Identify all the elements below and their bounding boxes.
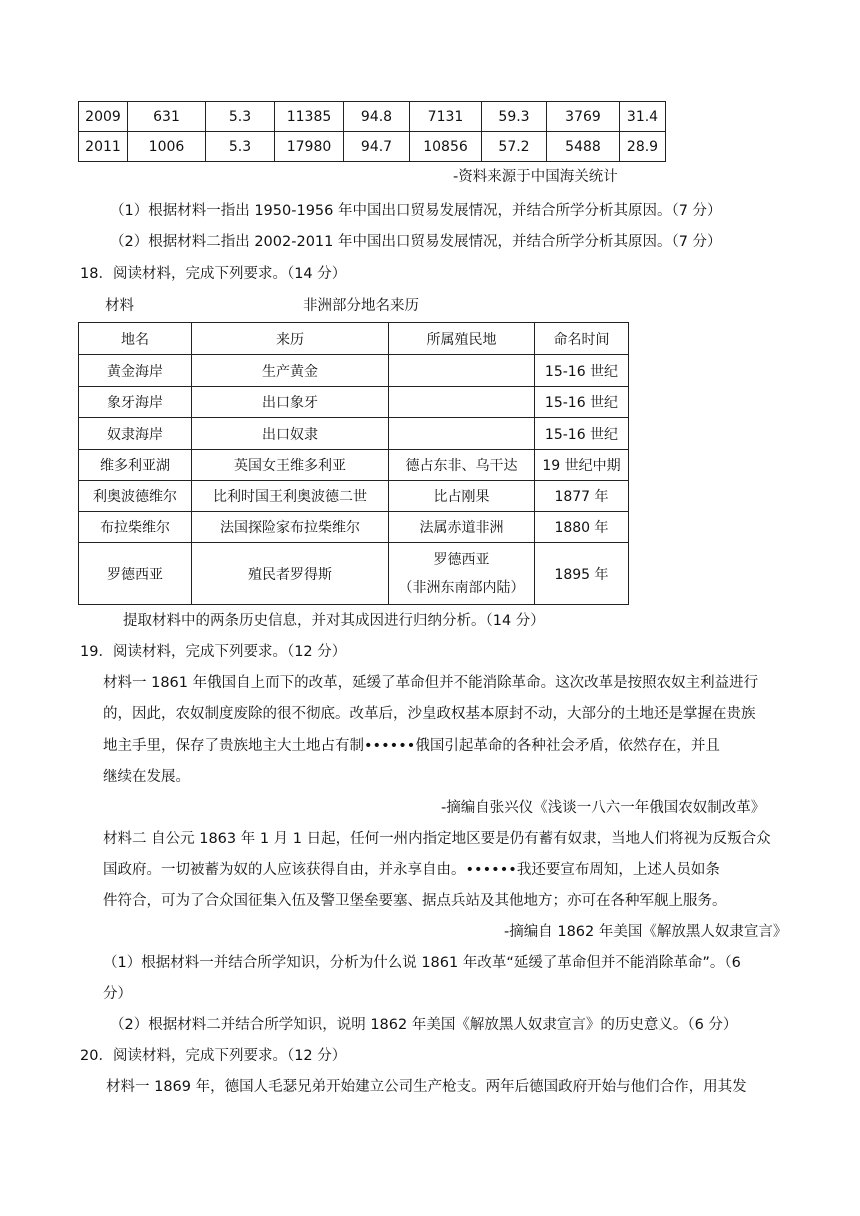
cell-name: 布拉柴维尔 [79, 512, 192, 543]
table-row [79, 543, 629, 605]
table-cell: 57.2 [482, 132, 547, 162]
cell-origin: 生产黄金 [192, 355, 389, 387]
cell-name: 罗德西亚 [79, 543, 192, 605]
cell-name: 利奥波德维尔 [79, 481, 192, 512]
q19-material1-source: -摘编自张兴仪《浅谈一八六一年俄国农奴制改革》 [441, 800, 766, 816]
table-header-row [79, 323, 629, 355]
cell-colony-line: 罗德西亚 [433, 551, 490, 568]
cell-time: 19 世纪中期 [535, 450, 629, 481]
table-row [79, 418, 629, 450]
cell-time: 15-16 世纪 [535, 387, 629, 418]
cell-colony [389, 543, 535, 605]
header-cell: 所属殖民地 [389, 323, 535, 355]
cell-colony: 法属赤道非洲 [389, 512, 535, 543]
africa-placenames-table [78, 322, 629, 605]
table-row [79, 102, 666, 132]
cell-colony-line: （非洲东南部内陆） [398, 579, 525, 596]
q20-material1-line: 材料一 1869 年，德国人毛瑟兄弟开始建立公司生产枪支。两年后德国政府开始与他们合作，用其发 [106, 1079, 747, 1095]
table-cell: 59.3 [482, 102, 547, 132]
cell-origin: 出口奴隶 [192, 418, 389, 450]
q18-table-title: 非洲部分地名来历 [303, 298, 419, 314]
q19-material2-line: 件符合，可为了合众国征集入伍及警卫堡垒要塞、据点兵站及其他地方；亦可在各种军舰上服务。 [103, 893, 727, 909]
q19-subquestion-1: （1）根据材料一并结合所学知识，分析为什么说 1861 年改革“延缓了革命但并不能消除革命”。（6 [103, 955, 741, 971]
cell-time: 1895 年 [535, 543, 629, 605]
table-row [79, 132, 666, 162]
cell-origin: 殖民者罗得斯 [192, 543, 389, 605]
q19-material1-line: 继续在发展。 [103, 769, 190, 785]
table-row [79, 387, 629, 418]
q19-subquestion-1-cont: 分） [103, 986, 132, 1002]
cell-colony: 比占刚果 [389, 481, 535, 512]
cell-time: 15-16 世纪 [535, 355, 629, 387]
q18-question: 提取材料中的两条历史信息，并对其成因进行归纳分析。（14 分） [123, 613, 545, 629]
table-source: -资料来源于中国海关统计 [453, 169, 618, 185]
q19-material1-line: 的，因此，农奴制度废除的很不彻底。改革后，沙皇政权基本原封不动，大部分的土地还是掌握在贵族 [103, 706, 756, 722]
cell-colony [389, 355, 535, 387]
table-cell: 31.4 [620, 102, 666, 132]
table-cell: 5488 [547, 132, 620, 162]
table-cell: 2011 [79, 132, 128, 162]
cell-time: 1877 年 [535, 481, 629, 512]
header-cell: 来历 [192, 323, 389, 355]
cell-origin: 出口象牙 [192, 387, 389, 418]
q19-material2-line: 国政府。一切被蓄为奴的人应该获得自由，并永享自由。••••••我还要宣布周知，上述人员如条 [103, 862, 720, 878]
q18-heading: 18．阅读材料，完成下列要求。（14 分） [80, 266, 347, 282]
q19-heading: 19．阅读材料，完成下列要求。（12 分） [80, 644, 347, 660]
header-cell: 命名时间 [535, 323, 629, 355]
table-row [79, 481, 629, 512]
cell-name: 维多利亚湖 [79, 450, 192, 481]
cell-time: 15-16 世纪 [535, 418, 629, 450]
cell-origin: 比利时国王利奥波德二世 [192, 481, 389, 512]
export-stats-table [78, 101, 666, 162]
table-cell: 2009 [79, 102, 128, 132]
table-cell: 1006 [128, 132, 206, 162]
q19-material2-line: 材料二 自公元 1863 年 1 月 1 日起，任何一州内指定地区要是仍有蓄有奴隶，当地人们将视为反叛合众 [103, 831, 771, 847]
cell-time: 1880 年 [535, 512, 629, 543]
table-cell: 7131 [410, 102, 482, 132]
cell-name: 象牙海岸 [79, 387, 192, 418]
q19-material1-line: 材料一 1861 年俄国自上而下的改革，延缓了革命但并不能消除革命。这次改革是按照农奴主利益进行 [103, 675, 759, 691]
cell-colony [389, 387, 535, 418]
q20-heading: 20．阅读材料，完成下列要求。（12 分） [80, 1048, 347, 1064]
table-cell: 631 [128, 102, 206, 132]
q19-material1-line: 地主手里，保存了贵族地主大土地占有制••••••俄国引起革命的各种社会矛盾，依然存在，并且 [103, 738, 720, 754]
q19-subquestion-2: （2）根据材料二并结合所学知识，说明 1862 年美国《解放黑人奴隶宣言》的历史意义。（6 分） [110, 1017, 738, 1033]
cell-name: 黄金海岸 [79, 355, 192, 387]
table-cell: 11385 [275, 102, 344, 132]
cell-colony: 德占东非、乌干达 [389, 450, 535, 481]
table-cell: 3769 [547, 102, 620, 132]
q18-material-label: 材料 [105, 298, 134, 314]
cell-origin: 法国探险家布拉柴维尔 [192, 512, 389, 543]
cell-origin: 英国女王维多利亚 [192, 450, 389, 481]
table-cell: 28.9 [620, 132, 666, 162]
table-cell: 94.8 [344, 102, 410, 132]
table-cell: 10856 [410, 132, 482, 162]
table-cell: 94.7 [344, 132, 410, 162]
table-cell: 17980 [275, 132, 344, 162]
cell-colony [389, 418, 535, 450]
q19-material2-source: -摘编自 1862 年美国《解放黑人奴隶宣言》 [504, 924, 788, 940]
table-cell: 5.3 [206, 102, 275, 132]
q17-subquestion-2: （2）根据材料二指出 2002-2011 年中国出口贸易发展情况，并结合所学分析其原因。（7 分） [110, 234, 722, 250]
q17-subquestion-1: （1）根据材料一指出 1950-1956 年中国出口贸易发展情况，并结合所学分析其原因。（7 分） [110, 203, 722, 219]
table-cell: 5.3 [206, 132, 275, 162]
table-row [79, 450, 629, 481]
table-row [79, 512, 629, 543]
cell-name: 奴隶海岸 [79, 418, 192, 450]
header-cell: 地名 [79, 323, 192, 355]
table-row [79, 355, 629, 387]
